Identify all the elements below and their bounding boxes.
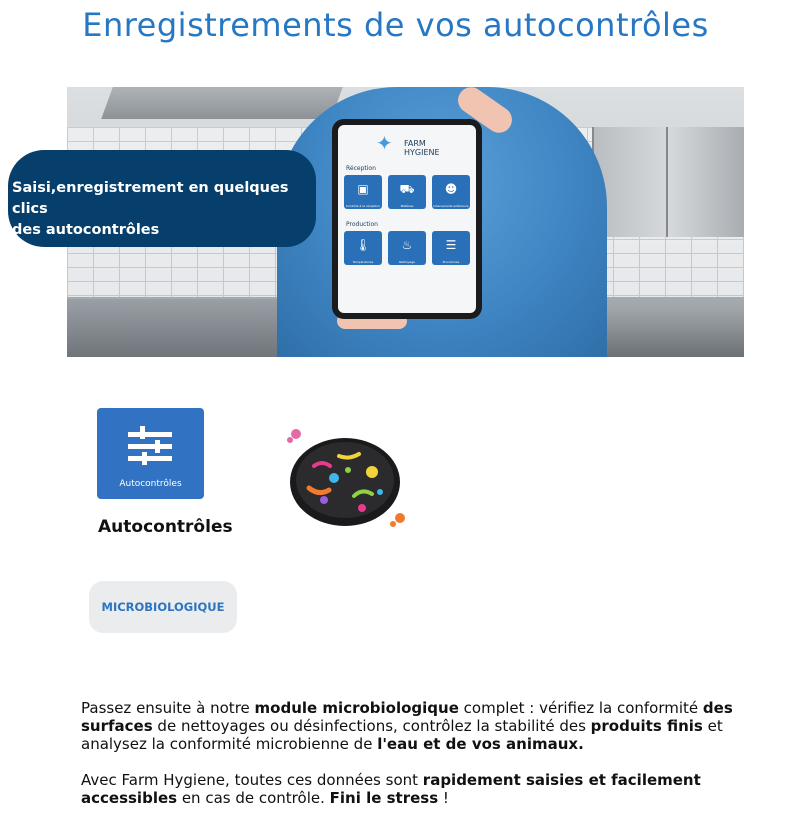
text: ! <box>438 789 449 807</box>
app-label: Températures <box>352 260 374 264</box>
banner-line1: Saisi,enregistrement en quelques clics <box>12 180 289 217</box>
app-tile-nettoyage[interactable] <box>388 231 426 265</box>
autocontroles-tile[interactable] <box>97 408 204 499</box>
text: Avec Farm Hygiene, toutes ces données sont <box>81 771 423 789</box>
bold-text: l'eau et de vos animaux. <box>377 735 584 753</box>
text: complet : vérifiez la conformité <box>458 699 703 717</box>
bold-text: des surfaces <box>81 699 733 735</box>
section-reception: Réception <box>346 165 376 172</box>
app-tile-temperatures[interactable] <box>344 231 382 265</box>
id-card-icon: ▣ <box>357 182 369 196</box>
app-label: Contrôle à la réception <box>345 204 381 208</box>
brand-line2: HYGIENE <box>404 148 440 157</box>
app-tile-matieres[interactable] <box>388 175 426 209</box>
text: Passez ensuite à notre <box>81 699 255 717</box>
cleaning-icon: ♨ <box>401 238 413 252</box>
page-title: Enregistrements de vos autocontrôles <box>82 6 709 44</box>
bold-text: produits finis <box>590 717 703 735</box>
tablet-brand <box>404 139 440 157</box>
text: et analysez la conformité microbienne de <box>81 717 723 753</box>
paragraph-microbio <box>81 699 751 753</box>
app-tile-intervenants[interactable] <box>432 175 470 209</box>
app-tile-reception[interactable] <box>344 175 382 209</box>
banner-line2: des autocontrôles <box>12 222 160 238</box>
section-production: Production <box>346 221 378 228</box>
microbiologique-button[interactable]: MICROBIOLOGIQUE <box>89 581 237 633</box>
text: de nettoyages ou désinfections, contrôlez la stabilité des <box>152 717 591 735</box>
tablet <box>332 119 482 319</box>
checklist-icon: ☰ <box>445 238 457 252</box>
tablet-screen <box>338 125 476 313</box>
bold-text: module microbiologique <box>254 699 459 717</box>
sliders-icon <box>128 426 172 466</box>
app-label: Procédures <box>442 260 460 264</box>
paragraph-farm-hygiene <box>81 771 751 807</box>
bold-text: Fini le stress <box>329 789 439 807</box>
bold-text: rapidement saisies et facilement accessibles <box>81 771 701 807</box>
kitchen-counter-left <box>67 299 297 357</box>
app-tile-procedures[interactable] <box>432 231 470 265</box>
brand-line1: FARM <box>404 139 426 148</box>
cart-icon: ⛟ <box>399 182 415 196</box>
kitchen-cabinet <box>592 127 744 237</box>
hero-banner <box>8 150 316 247</box>
app-label: Matières <box>400 204 414 208</box>
thermometer-icon: 🌡 <box>355 238 371 252</box>
autocontroles-tile-label: Autocontrôles <box>119 479 182 489</box>
bird-logo-icon: ✦ <box>376 131 393 155</box>
text: en cas de contrôle. <box>177 789 330 807</box>
autocontroles-caption: Autocontrôles <box>98 517 233 537</box>
kitchen-hood <box>101 87 343 119</box>
app-label: Intervenants extérieurs <box>433 204 469 208</box>
users-icon: ☻ <box>444 182 458 196</box>
app-label: Nettoyage <box>399 260 415 264</box>
petri-dish-icon <box>284 426 409 531</box>
